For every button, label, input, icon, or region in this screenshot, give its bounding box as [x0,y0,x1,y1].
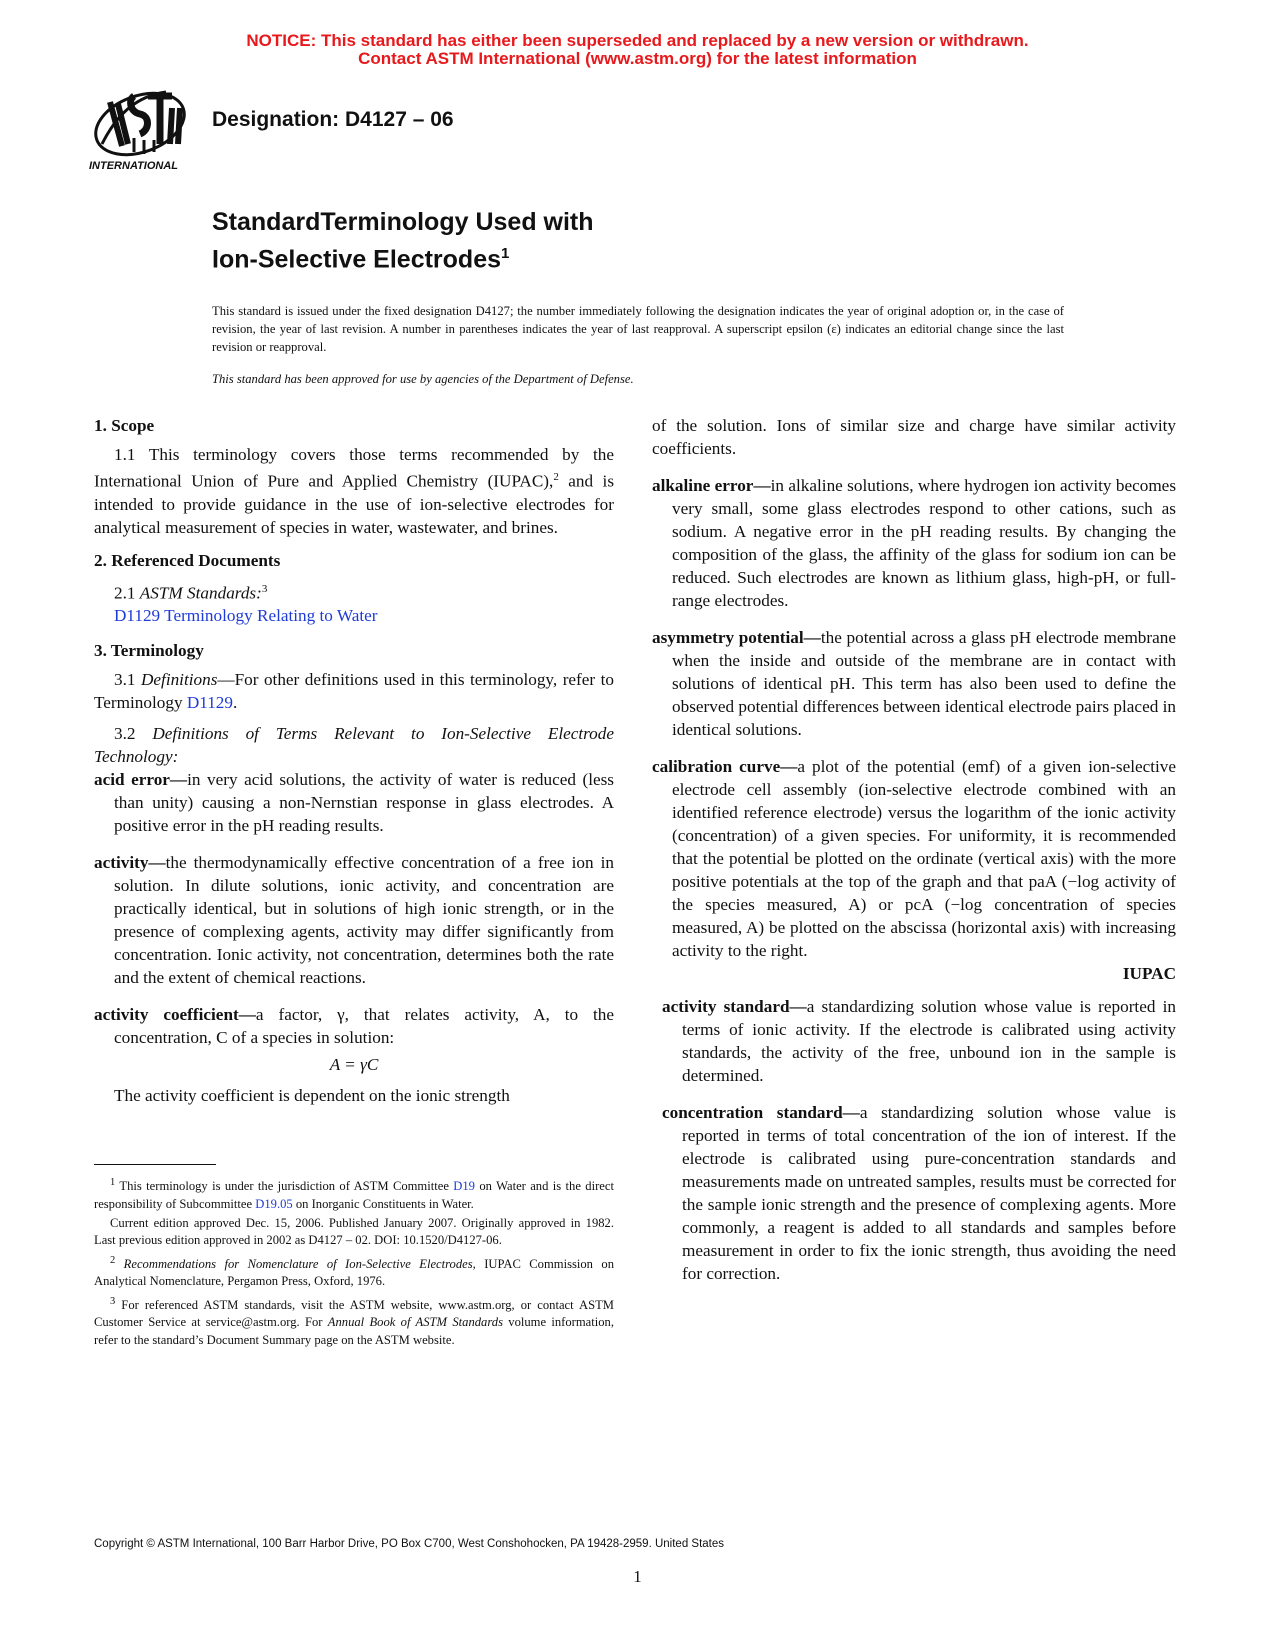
term-activity: activity—the thermodynamically effective concentration of a free ion in solution. In dilute solutions, ionic activity, and concentration are practically identical, but in solutions of high ionic strength, or in the presence of complexing agents, activity may differ significantly from concentration. Ionic activity, not concentration, determines both the rate and the extent of chemical reactions. [94,853,614,988]
notice-line-1: NOTICE: This standard has either been superseded and replaced by a new version or withdrawn. [246,31,1029,50]
title-line-1: StandardTerminology Used with [212,208,594,236]
title-footnote-marker: 1 [501,245,510,262]
logo-label: INTERNATIONAL [89,160,179,172]
dod-approval-note: This standard has been approved for use by agencies of the Department of Defense. [212,372,634,386]
reference-link-d1129[interactable]: D1129 [114,606,161,626]
footnote-marker-2: 2 [553,471,559,483]
copyright-line: Copyright © ASTM International, 100 Barr Harbor Drive, PO Box C700, West Conshohocken, PA 19428-2959. United States [94,1538,725,1550]
term-activity-standard: activity standard—a standardizing solution whose value is reported in terms of ionic activity. If the electrode is calibrated using activity standards, the activity of the free, unbound ion in the sample is determined. [662,997,1177,1085]
footnote-marker-3: 3 [261,582,268,595]
designation: Designation: D4127 – 06 [212,108,454,131]
activity-coefficient-continuation-right: of the solution. Ions of similar size and charge have similar activity coefficients. [652,416,1176,458]
term-alkaline-error: alkaline error—in alkaline solutions, where hydrogen ion activity becomes very small, some glass electrodes respond to other cations, such as sodium. A negative error in the pH reading results. By changing the composition of the glass, the affinity of the glass for sodium ion can be reduced. Such electrodes are known as lithium glass, high-pH, or full-range electrodes. [652,476,1177,610]
footnote-1: $^1$ This terminology is under the jurisdiction of ASTM Committee D19 on Water and is the direct responsibility of Subcommittee D19.05 on Inorganic Constituents in Water. [94,1177,614,1211]
iupac-tag: IUPAC [1122,964,1176,983]
page-number: 1 [633,1567,642,1586]
document-title [212,206,594,275]
footnote-2: $^2$ Recommendations for Nomenclature of Ion-Selective Electrodes, IUPAC Commission on Analytical Nomenclature, Pergamon Press, Oxford, 1976. [94,1254,614,1289]
term-asymmetry-potential: asymmetry potential—the potential across a glass pH electrode membrane when the inside and outside of the membrane are in contact with solutions of identical pH. This term has also been used to define the observed potential differences between identical electrode pairs placed in identical solutions. [652,628,1176,739]
term-acid-error: acid error—in very acid solutions, the activity of water is reduced (less than unity) causing a non-Nernstian response in glass electrodes. A positive error in the pH reading results. [94,770,614,836]
footnotes [94,1174,614,1351]
left-column [94,414,614,1115]
reference-title: Terminology Relating to Water [160,606,378,626]
section-heading-terminology: 3. Terminology [94,641,204,661]
issuance-note: This standard is issued under the fixed designation D4127; the number immediately following the designation indicates the year of original adoption or, in the case of revision, the year of last revision. A number in parentheses indicates the year of last reapproval. A superscript epsilon (ε) indicates an editorial change since the last revision or reapproval. [212,304,1064,354]
term-calibration-curve: calibration curve—a plot of the potential (emf) of a given ion-selective electrode cell assembly (ion-selective electrode combined with an identified reference electrode) versus the logarithm of the ionic activity (concentration) of a given species. For uniformity, it is recommended that the potential be plotted on the ordinate (vertical axis) with the more positive potentials at the top of the graph and that paA (−log activity of the species measured, A) or pcA (−log concentration of species measured, A) be plotted on the abscissa (horizontal axis) with increasing activity to the right. [652,757,1176,960]
activity-equation: A = γC [329,1055,379,1075]
withdrawal-notice [0,32,1275,68]
reference-d1129 [94,604,614,627]
term-activity-coefficient: activity coefficient—a factor, γ, that relates activity, A, to the concentration, C of a species in solution: [94,1005,615,1048]
subcommittee-link-d19-05[interactable]: D19.05 [255,1196,293,1211]
terminology-link-d1129[interactable]: D1129 [186,693,233,713]
footnote-divider [94,1164,216,1165]
activity-coefficient-continuation: The activity coefficient is dependent on the ionic strength [114,1086,510,1106]
term-concentration-standard: concentration standard—a standardizing solution whose value is reported in terms of total concentration of the ion of interest. If the electrode is calibrated using pure-concentration standards and measurements made on untreated samples, results must be corrected for the sample ionic strength and the presence of complexing agents. More commonly, a reagent is added to all standards and samples before measurement in order to fix the ionic strength, thus avoiding the need for correction. [662,1103,1176,1283]
footnote-1-edition: Current edition approved Dec. 15, 2006. Published January 2007. Originally approved in 1982. Last previous edition approved in 2002 as D4127 – 02. DOI: 10.1520/D4127-06. [94,1216,614,1248]
astm-logo-icon [88,82,196,174]
definition-3-1: 3.1 Definitions—For other definitions used in this terminology, refer to Terminology D1129. [94,670,614,713]
right-column [652,414,1176,1299]
astm-standards-line: 2.1 ASTM Standards:$^3$ [114,582,268,603]
scope-paragraph: 1.1 This terminology covers those terms recommended by the International Union of Pure and Applied Chemistry (IUPAC),$^2$ and is intended to provide guidance in the use of ion-selective electrodes for analytical measurement of species in water, wastewater, and brines. [94,445,615,537]
notice-line-2: Contact ASTM International (www.astm.org) for the latest information [358,49,917,68]
section-heading-scope: 1. Scope [94,416,155,435]
footnote-3: $^3$ For referenced ASTM standards, visit the ASTM website, www.astm.org, or contact ASTM Customer Service at service@astm.org. For Annual Book of ASTM Standards volume information, refer to the standard’s Document Summary page on the ASTM website. [94,1295,614,1347]
title-line-2: Ion-Selective Electrodes [212,245,502,274]
definition-3-2: 3.2 Definitions of Terms Relevant to Ion-Selective Electrode Technology: [94,724,614,767]
committee-link-d19[interactable]: D19 [453,1179,475,1194]
section-heading-referenced-documents: 2. Referenced Documents [94,550,281,570]
